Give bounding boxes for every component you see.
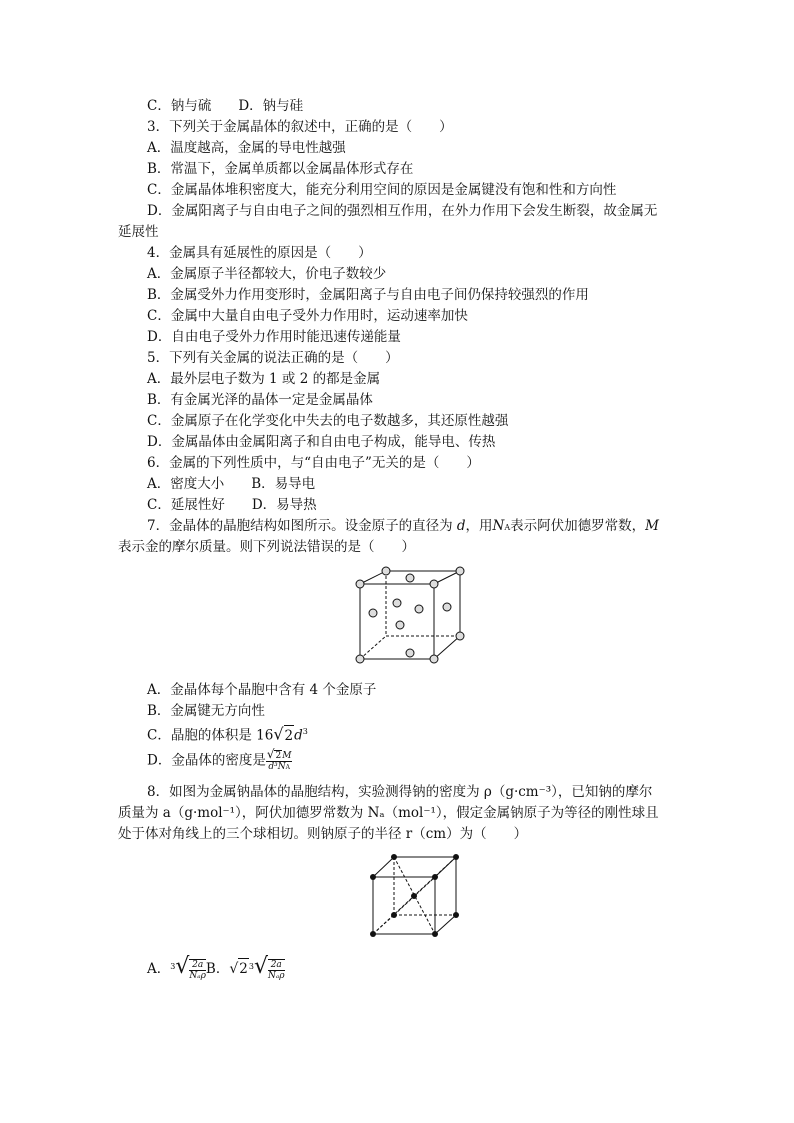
- q3-option-d-line1: D．金属阳离子与自由电子之间的强烈相互作用，在外力作用下会发生断裂，故金属无: [147, 203, 658, 219]
- q7c-text: C．晶胞的体积是 16: [147, 727, 274, 744]
- q8b-fraction: [268, 959, 285, 981]
- question-8-line2: 质量为 a（g·mol⁻¹），阿伏加德罗常数为 Nₐ（mol⁻¹），假定金属钠原子为等径的刚性球且: [118, 805, 659, 821]
- q7-option-c: C．晶胞的体积是 $16√2d^3$: [147, 724, 308, 744]
- q8a-index: 3: [170, 962, 176, 971]
- question-3: 3．下列关于金属晶体的叙述中，正确的是（ ）: [147, 119, 453, 135]
- q8b-denominator: Nₐρ: [267, 970, 285, 981]
- q6-options-ab: A．密度大小 B．易导电: [147, 476, 316, 492]
- q8a-fraction: [189, 959, 206, 981]
- question-7-line1: [147, 516, 659, 538]
- q8b-label: B．: [205, 961, 230, 977]
- q7d-num-var: M: [282, 751, 292, 761]
- q4-option-d: D．自由电子受外力作用时能迅速传递能量: [147, 329, 401, 345]
- q7-text-b: ，用: [465, 518, 493, 534]
- q7d-den-sub: A: [285, 764, 290, 771]
- q5-option-d: D．金属晶体由金属阳离子和自由电子构成，能导电、传热: [147, 434, 496, 450]
- q7d-fraction: $\frac{√2M}{\text{d³NA}}$: [266, 747, 292, 772]
- q7-var-m: M: [645, 518, 659, 534]
- q3-option-a: A．温度越高，金属的导电性越强: [147, 140, 346, 156]
- q5-option-a: A．最外层电子数为 1 或 2 的都是金属: [147, 371, 381, 387]
- q7c-radicand: 2: [284, 725, 295, 746]
- q7-var-d: d: [456, 518, 466, 534]
- question-5: 5．下列有关金属的说法正确的是（ ）: [147, 350, 399, 366]
- question-8-line1: 8．如图为金属钠晶体的晶胞结构，实验测得钠的密度为 ρ（g·cm⁻³），已知钠的摩尔: [147, 784, 653, 800]
- q8a-label: A．: [147, 961, 171, 977]
- q4-option-b: B．金属受外力作用变形时，金属阳离子与自由电子间仍保持较强烈的作用: [147, 287, 589, 303]
- q7-option-d: [147, 749, 292, 773]
- q7d-denominator: d³N: [268, 762, 286, 772]
- q2-options-cd: C．钠与硫 D．钠与硅: [147, 98, 304, 114]
- q5-option-c: C．金属原子在化学变化中失去的电子数越多，其还原性越强: [147, 413, 509, 429]
- q3-option-d-line2: 延展性: [118, 224, 159, 240]
- q7-text-a: 7．金晶体的晶胞结构如图所示。设金原子的直径为: [147, 518, 453, 534]
- q7-sub-a: A: [504, 523, 511, 532]
- q7-var-n: N: [492, 518, 505, 534]
- q3-option-c: C．金属晶体堆积密度大，能充分利用空间的原因是金属键没有饱和性和方向性: [147, 182, 617, 198]
- q8a-denominator: Nₐρ: [189, 970, 206, 981]
- q7-option-a: A．金晶体每个晶胞中含有 4 个金原子: [147, 682, 377, 698]
- q8b-index: 3: [248, 962, 254, 971]
- q8b-radicand: 2: [238, 958, 249, 979]
- q7-option-b: B．金属键无方向性: [147, 703, 265, 719]
- q3-option-b: B．常温下，金属单质都以金属晶体形式存在: [147, 161, 414, 177]
- sodium-bcc-unit-cell-figure: [368, 853, 462, 939]
- question-7-line2: 表示金的摩尔质量。则下列说法错误的是（ ）: [118, 539, 415, 555]
- q7c-exponent: 3: [302, 727, 308, 736]
- q4-option-c: C．金属中大量自由电子受外力作用时，运动速率加快: [147, 308, 468, 324]
- q6-options-cd: C．延展性好 D．易导热: [147, 497, 317, 513]
- q4-option-a: A．金属原子半径都较大，价电子数较少: [147, 266, 387, 282]
- q7-text-c: 表示阿伏加德罗常数，: [510, 518, 646, 534]
- question-6: 6．金属的下列性质中，与“自由电子”无关的是（ ）: [147, 455, 480, 471]
- gold-fcc-unit-cell-figure: [353, 563, 465, 667]
- question-8-line3: 处于体对角线上的三个球相切。则钠原子的半径 r（cm）为（ ）: [118, 826, 528, 842]
- question-4: 4．金属具有延展性的原因是（ ）: [147, 245, 372, 261]
- q7d-text: D．金晶体的密度是: [147, 752, 266, 769]
- q8a-numerator: 2a: [189, 960, 206, 971]
- q7d-num-radicand: 2: [275, 751, 282, 761]
- q8b-numerator: 2a: [268, 960, 285, 971]
- q5-option-b: B．有金属光泽的晶体一定是金属晶体: [147, 392, 373, 408]
- q8-options: A．$^3$√ $\frac{2a}{\text{Nₐρ}}$ B．$√2^3√$ $\frac{2a}{\text{Nₐρ}}$: [147, 954, 285, 981]
- q7c-var: d: [294, 727, 303, 744]
